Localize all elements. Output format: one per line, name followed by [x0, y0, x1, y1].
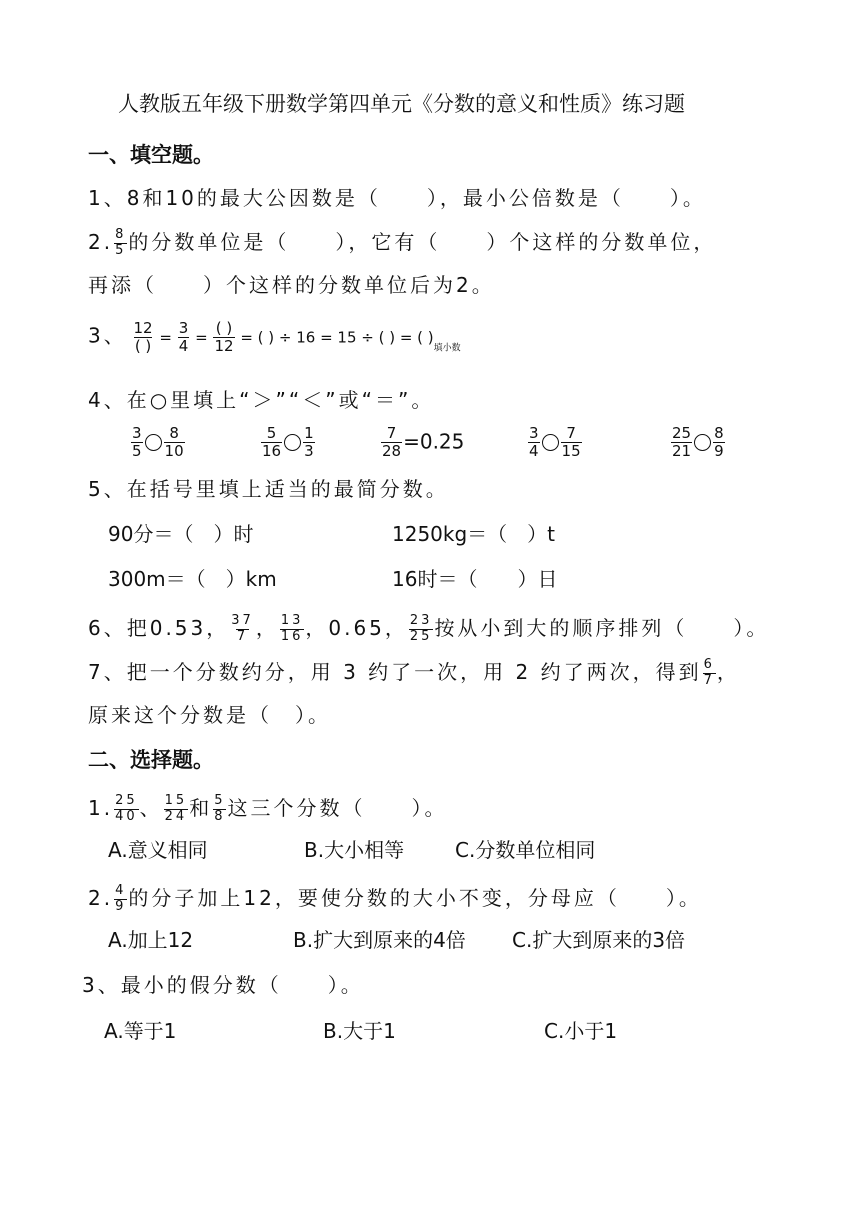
fraction: $\frac{3}{4}$ [178, 319, 189, 356]
fraction: $\frac{3}{4}$ [529, 424, 539, 461]
fraction: $\frac{7}{28}$ [382, 424, 402, 461]
fraction: $\frac{3}{5}$ [132, 424, 142, 461]
comparison-item [260, 425, 316, 461]
separator: ， [255, 615, 279, 640]
choice-2-prefix: 2. [88, 885, 114, 910]
fraction: $\frac{8}{10}$ [164, 424, 184, 461]
comparison-item [670, 425, 726, 461]
fraction: $\frac{4}{9}$ [115, 883, 127, 914]
choice-3-option-a: A.等于1 [104, 1019, 177, 1043]
page-title: 人教版五年级下册数学第四单元《分数的意义和性质》练习题 [118, 92, 685, 116]
choice-2-option-c: C.扩大到原来的3倍 [512, 928, 686, 952]
circle-blank-icon [694, 434, 711, 451]
question-6-suffix: 按从小到大的顺序排列（ ）。 [434, 615, 770, 640]
fraction: $\frac{8}{9}$ [714, 424, 724, 461]
fraction: $\frac{6}{7}$ [703, 657, 715, 688]
comparison-item [527, 425, 583, 461]
fraction: $\frac{12}{( )}$ [133, 319, 153, 356]
question-7-line-2: 原来这个分数是（ ）。 [88, 703, 331, 727]
separator: 、 [139, 795, 163, 820]
fraction: $\frac{25}{40}$ [115, 793, 138, 824]
question-2-text: 的分数单位是（ ），它有（ ）个这样的分数单位， [128, 229, 717, 254]
choice-2-text: 的分子加上12，要使分数的大小不变，分母应（ ）。 [128, 885, 702, 910]
question-2-line-2: 再添（ ）个这样的分数单位后为2。 [88, 273, 495, 297]
question-5-item: 1250kg＝（ ）t [392, 522, 556, 546]
question-4: 4、在○里填上“＞”“＜”或“＝”。 [88, 388, 435, 412]
question-5-item: 300m＝（ ）km [108, 567, 277, 591]
question-6 [88, 614, 769, 645]
equals-sign: = [159, 328, 172, 347]
comparison-item [380, 425, 464, 461]
fraction: $\frac{23}{25}$ [409, 613, 433, 644]
fraction: $\frac{13}{16}$ [280, 613, 304, 644]
question-5-item: 90分＝（ ）时 [108, 522, 254, 546]
comparison-item [130, 425, 186, 461]
fraction: $\frac{7}{15}$ [561, 424, 581, 461]
choice-1-prefix: 1. [88, 795, 114, 820]
question-3 [88, 320, 461, 356]
choice-1-option-c: C.分数单位相同 [455, 838, 596, 862]
circle-blank-icon [284, 434, 301, 451]
choice-3: 3、最小的假分数（ ）。 [82, 973, 364, 997]
choice-2-option-a: A.加上12 [108, 928, 194, 952]
section-choice-heading: 二、选择题。 [88, 748, 214, 772]
question-5: 5、在括号里填上适当的最简分数。 [88, 477, 449, 501]
choice-3-option-c: C.小于1 [544, 1019, 618, 1043]
equals-sign: = [195, 328, 208, 347]
question-2-prefix: 2. [88, 229, 114, 254]
question-5-item: 16时＝（ ）日 [392, 567, 558, 591]
circle-blank-icon [542, 434, 559, 451]
question-7-text: 7、把一个分数约分，用 3 约了一次，用 2 约了两次，得到 [88, 659, 702, 684]
fraction: $\frac{1}{3}$ [304, 424, 314, 461]
question-7-end: ， [716, 659, 740, 684]
choice-1-option-b: B.大小相等 [304, 838, 405, 862]
separator: 和 [189, 795, 213, 820]
fraction: $\frac{5}{8}$ [214, 793, 226, 824]
choice-3-option-b: B.大于1 [323, 1019, 396, 1043]
question-2 [88, 228, 716, 259]
question-3-note: 填小数 [433, 343, 461, 354]
fraction: $\frac{5}{16}$ [262, 424, 282, 461]
question-3-label: 3、 [88, 323, 127, 348]
fraction: $\frac{25}{21}$ [672, 424, 692, 461]
choice-2 [88, 884, 702, 915]
choice-1-suffix: 这三个分数（ ）。 [227, 795, 448, 820]
section-fill-in-heading: 一、填空题。 [88, 143, 214, 167]
choice-1-option-a: A.意义相同 [108, 838, 208, 862]
choice-2-option-b: B.扩大到原来的4倍 [293, 928, 466, 952]
question-7 [88, 658, 740, 689]
fraction: $\frac{8}{5}$ [115, 227, 127, 258]
question-1: 1、8和10的最大公因数是（ ），最小公倍数是（ ）。 [88, 186, 706, 210]
question-3-rest: = ( ) ÷ 16 = 15 ÷ ( ) = ( ) [240, 328, 434, 347]
comparison-equals: =0.25 [403, 429, 465, 454]
fraction: $\frac{15}{24}$ [164, 793, 188, 824]
fraction: $\frac{( )}{12}$ [214, 319, 234, 356]
circle-blank-icon [145, 434, 162, 451]
question-6-prefix: 6、把0.53， [88, 615, 230, 640]
fraction: $\frac{37}{7}$ [231, 613, 254, 644]
choice-1 [88, 794, 447, 825]
question-6-mid: ，0.65， [305, 615, 408, 640]
